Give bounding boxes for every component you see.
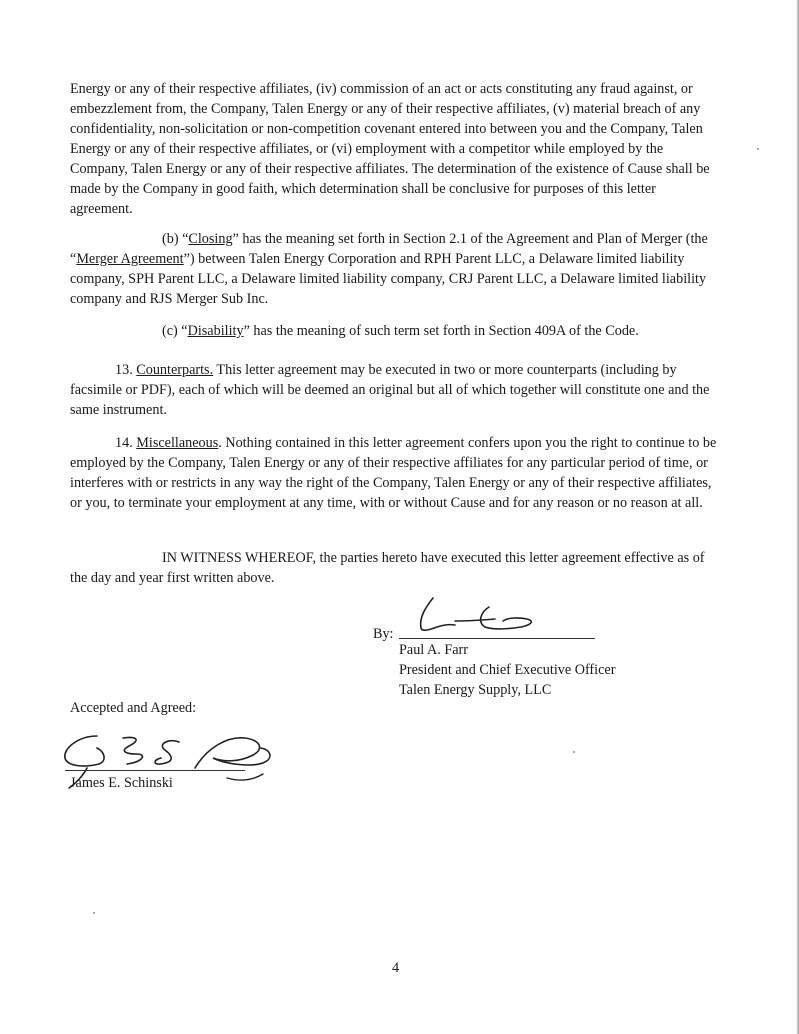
company-signature-scrawl [413,594,563,638]
scan-speck [93,912,95,914]
clause-12-continuation: Energy or any of their respective affiliates, (iv) commission of an act or acts constituting any fraud against, or embezzlement from, the Company, Talen Energy or any of their respective affiliates, (v) material breach of any confidentiality, non-solicitation or non-competition covenant entered into between you and the Company, Talen Energy or any of their respective affiliates, or (vi) employment with a competitor while employed by the Company, Talen Energy or any of their respective affiliates. The determination of the existence of Cause shall be made by the Company in good faith, which determination shall be conclusive for purposes of this letter agreement. [70,81,710,217]
section-13-counterparts [70,360,722,420]
signatory-title: President and Chief Executive Officer [399,662,616,678]
section-13-body: This letter agreement may be executed in two or more counterparts (including by facsimile or PDF), each of which will be deemed an original but all of which together will constitute one and the same instrument. [70,362,710,418]
section-13-heading: Counterparts. [136,362,214,378]
page-number: 4 [392,960,400,976]
definition-closing-suffix: ”) between Talen Energy Corporation and RPH Parent LLC, a Delaware limited liability company, SPH Parent LLC, a Delaware limited liability company, CRJ Parent LLC, a Delaware limited liability company and RJS Merger Sub Inc. [70,251,707,307]
section-14-heading: Miscellaneous [136,435,219,451]
signatory-name: Paul A. Farr [399,642,468,658]
witness-clause: IN WITNESS WHEREOF, the parties hereto have executed this letter agreement effective as of the day and year first written above. [70,550,705,586]
employee-name: James E. Schinski [70,775,173,791]
section-14-body: . Nothing contained in this letter agreement confers upon you the right to continue to be employed by the Company, Talen Energy or any of their respective affiliates for any particular period of time, or interferes with or restricts in any way the right of the Company, Talen Energy or any of their respective affiliates, or you, to terminate your employment at any time, with or without Cause and for any reason or no reason at all. [70,435,717,511]
term-merger-agreement: Merger Agreement [76,251,184,267]
scan-speck [573,751,575,753]
employee-signature-line [65,770,245,771]
definition-disability-suffix: ” has the meaning of such term set forth in Section 409A of the Code. [243,323,639,339]
definition-closing-middle: ” has the meaning set forth in Section 2.1 of the Agreement and Plan of Merger (the “ [70,231,708,267]
signatory-company: Talen Energy Supply, LLC [399,682,552,698]
definition-disability-prefix: (c) “ [162,323,188,339]
definition-closing [70,229,722,309]
company-signature-line [399,638,595,639]
section-14-miscellaneous [70,433,722,513]
by-label: By: [373,626,394,642]
accepted-label: Accepted and Agreed: [70,700,197,716]
term-disability: Disability [187,323,244,339]
definition-disability [70,321,722,341]
definition-closing-prefix: (b) “ [162,231,189,247]
term-closing: Closing [188,231,233,247]
scan-speck [757,148,759,150]
section-13-number: 13. [115,362,133,378]
section-14-number: 14. [115,435,133,451]
